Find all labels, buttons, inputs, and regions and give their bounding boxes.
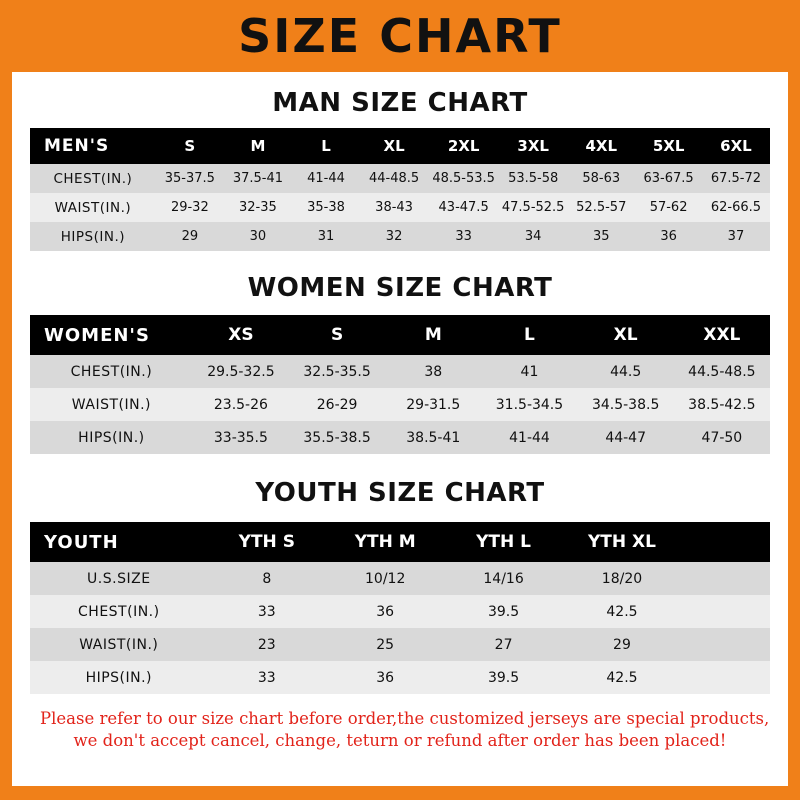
men-chest-2xl: 48.5-53.5 bbox=[428, 164, 499, 193]
men-waist-4xl: 52.5-57 bbox=[567, 193, 635, 222]
table-row bbox=[30, 193, 770, 222]
women-waist-label: WAIST(IN.) bbox=[30, 388, 193, 421]
youth-header-yth-s: YTH S bbox=[208, 522, 326, 562]
men-waist-xl: 38-43 bbox=[360, 193, 428, 222]
women-chest-m: 38 bbox=[385, 355, 481, 388]
men-chest-5xl: 63-67.5 bbox=[635, 164, 702, 193]
men-header-s: S bbox=[156, 128, 224, 164]
women-waist-xs: 23.5-26 bbox=[193, 388, 289, 421]
women-chest-xxl: 44.5-48.5 bbox=[674, 355, 770, 388]
women-chest-l: 41 bbox=[481, 355, 577, 388]
bottom-accent-bar bbox=[0, 786, 800, 800]
women-hips-s: 35.5-38.5 bbox=[289, 421, 385, 454]
men-chest-l: 41-44 bbox=[292, 164, 360, 193]
women-hips-xxl: 47-50 bbox=[674, 421, 770, 454]
table-row bbox=[30, 661, 770, 694]
men-header-xl: XL bbox=[360, 128, 428, 164]
table-row bbox=[30, 628, 770, 661]
youth-hips-yth-s: 33 bbox=[208, 661, 326, 694]
youth-chest-label: CHEST(IN.) bbox=[30, 595, 208, 628]
men-waist-2xl: 43-47.5 bbox=[428, 193, 499, 222]
women-chest-s: 32.5-35.5 bbox=[289, 355, 385, 388]
men-hips-4xl: 35 bbox=[567, 222, 635, 251]
men-size-table bbox=[30, 128, 770, 251]
women-waist-xl: 34.5-38.5 bbox=[578, 388, 674, 421]
youth-waist-spacer bbox=[681, 628, 770, 661]
men-chest-label: CHEST(IN.) bbox=[30, 164, 156, 193]
youth-ussize-spacer bbox=[681, 562, 770, 595]
table-row bbox=[30, 421, 770, 454]
youth-hips-yth-m: 36 bbox=[326, 661, 444, 694]
men-hips-s: 29 bbox=[156, 222, 224, 251]
youth-chest-yth-m: 36 bbox=[326, 595, 444, 628]
youth-header-yth-l: YTH L bbox=[444, 522, 562, 562]
men-waist-label: WAIST(IN.) bbox=[30, 193, 156, 222]
chart-content bbox=[12, 72, 788, 786]
men-hips-m: 30 bbox=[224, 222, 292, 251]
table-row bbox=[30, 388, 770, 421]
youth-waist-yth-xl: 29 bbox=[563, 628, 681, 661]
women-chest-xl: 44.5 bbox=[578, 355, 674, 388]
footer-note-line-2: we don't accept cancel, change, teturn or refund after order has been placed! bbox=[73, 731, 727, 751]
page-title: SIZE CHART bbox=[238, 9, 562, 63]
women-size-table bbox=[30, 315, 770, 454]
women-table-header-row bbox=[30, 315, 770, 355]
table-row bbox=[30, 164, 770, 193]
page-header bbox=[0, 0, 800, 72]
women-waist-l: 31.5-34.5 bbox=[481, 388, 577, 421]
women-header-s: S bbox=[289, 315, 385, 355]
table-row bbox=[30, 562, 770, 595]
table-row bbox=[30, 595, 770, 628]
women-chest-xs: 29.5-32.5 bbox=[193, 355, 289, 388]
youth-chest-spacer bbox=[681, 595, 770, 628]
women-hips-m: 38.5-41 bbox=[385, 421, 481, 454]
men-hips-xl: 32 bbox=[360, 222, 428, 251]
women-header-m: M bbox=[385, 315, 481, 355]
youth-ussize-yth-xl: 18/20 bbox=[563, 562, 681, 595]
men-section-title: MAN SIZE CHART bbox=[272, 88, 528, 118]
women-chest-label: CHEST(IN.) bbox=[30, 355, 193, 388]
men-hips-l: 31 bbox=[292, 222, 360, 251]
women-hips-label: HIPS(IN.) bbox=[30, 421, 193, 454]
men-chest-4xl: 58-63 bbox=[567, 164, 635, 193]
youth-header-yth-m: YTH M bbox=[326, 522, 444, 562]
men-chest-m: 37.5-41 bbox=[224, 164, 292, 193]
men-waist-5xl: 57-62 bbox=[635, 193, 702, 222]
women-header-xxl: XXL bbox=[674, 315, 770, 355]
men-hips-5xl: 36 bbox=[635, 222, 702, 251]
men-header-4xl: 4XL bbox=[567, 128, 635, 164]
women-waist-s: 26-29 bbox=[289, 388, 385, 421]
women-waist-xxl: 38.5-42.5 bbox=[674, 388, 770, 421]
women-section-title: WOMEN SIZE CHART bbox=[247, 273, 553, 303]
men-hips-6xl: 37 bbox=[702, 222, 770, 251]
youth-chest-yth-xl: 42.5 bbox=[563, 595, 681, 628]
men-header-label: MEN'S bbox=[30, 128, 156, 164]
youth-waist-yth-l: 27 bbox=[444, 628, 562, 661]
footer-note-line-1: Please refer to our size chart before order,the customized jerseys are special products, bbox=[40, 709, 770, 728]
men-hips-label: HIPS(IN.) bbox=[30, 222, 156, 251]
youth-table-header-row bbox=[30, 522, 770, 562]
women-hips-l: 41-44 bbox=[481, 421, 577, 454]
men-header-2xl: 2XL bbox=[428, 128, 499, 164]
women-waist-m: 29-31.5 bbox=[385, 388, 481, 421]
men-chest-3xl: 53.5-58 bbox=[499, 164, 567, 193]
footer-note bbox=[30, 708, 770, 761]
women-header-l: L bbox=[481, 315, 577, 355]
women-header-label: WOMEN'S bbox=[30, 315, 193, 355]
youth-header-label: YOUTH bbox=[30, 522, 208, 562]
youth-waist-yth-s: 23 bbox=[208, 628, 326, 661]
youth-hips-yth-l: 39.5 bbox=[444, 661, 562, 694]
youth-hips-label: HIPS(IN.) bbox=[30, 661, 208, 694]
table-row bbox=[30, 355, 770, 388]
women-header-xs: XS bbox=[193, 315, 289, 355]
youth-ussize-label: U.S.SIZE bbox=[30, 562, 208, 595]
youth-ussize-yth-m: 10/12 bbox=[326, 562, 444, 595]
youth-size-table bbox=[30, 522, 770, 694]
women-header-xl: XL bbox=[578, 315, 674, 355]
men-chest-xl: 44-48.5 bbox=[360, 164, 428, 193]
youth-header-yth-xl: YTH XL bbox=[563, 522, 681, 562]
men-hips-3xl: 34 bbox=[499, 222, 567, 251]
youth-hips-spacer bbox=[681, 661, 770, 694]
women-hips-xl: 44-47 bbox=[578, 421, 674, 454]
youth-section-title: YOUTH SIZE CHART bbox=[255, 478, 545, 508]
men-header-5xl: 5XL bbox=[635, 128, 702, 164]
men-waist-m: 32-35 bbox=[224, 193, 292, 222]
men-chest-s: 35-37.5 bbox=[156, 164, 224, 193]
men-header-3xl: 3XL bbox=[499, 128, 567, 164]
men-chest-6xl: 67.5-72 bbox=[702, 164, 770, 193]
youth-ussize-yth-s: 8 bbox=[208, 562, 326, 595]
youth-chest-yth-l: 39.5 bbox=[444, 595, 562, 628]
youth-header-spacer bbox=[681, 522, 770, 562]
men-waist-l: 35-38 bbox=[292, 193, 360, 222]
men-waist-s: 29-32 bbox=[156, 193, 224, 222]
table-row bbox=[30, 222, 770, 251]
men-waist-3xl: 47.5-52.5 bbox=[499, 193, 567, 222]
youth-ussize-yth-l: 14/16 bbox=[444, 562, 562, 595]
youth-hips-yth-xl: 42.5 bbox=[563, 661, 681, 694]
men-header-l: L bbox=[292, 128, 360, 164]
youth-chest-yth-s: 33 bbox=[208, 595, 326, 628]
men-header-m: M bbox=[224, 128, 292, 164]
youth-waist-yth-m: 25 bbox=[326, 628, 444, 661]
women-hips-xs: 33-35.5 bbox=[193, 421, 289, 454]
youth-waist-label: WAIST(IN.) bbox=[30, 628, 208, 661]
men-hips-2xl: 33 bbox=[428, 222, 499, 251]
men-header-6xl: 6XL bbox=[702, 128, 770, 164]
men-table-header-row bbox=[30, 128, 770, 164]
men-waist-6xl: 62-66.5 bbox=[702, 193, 770, 222]
